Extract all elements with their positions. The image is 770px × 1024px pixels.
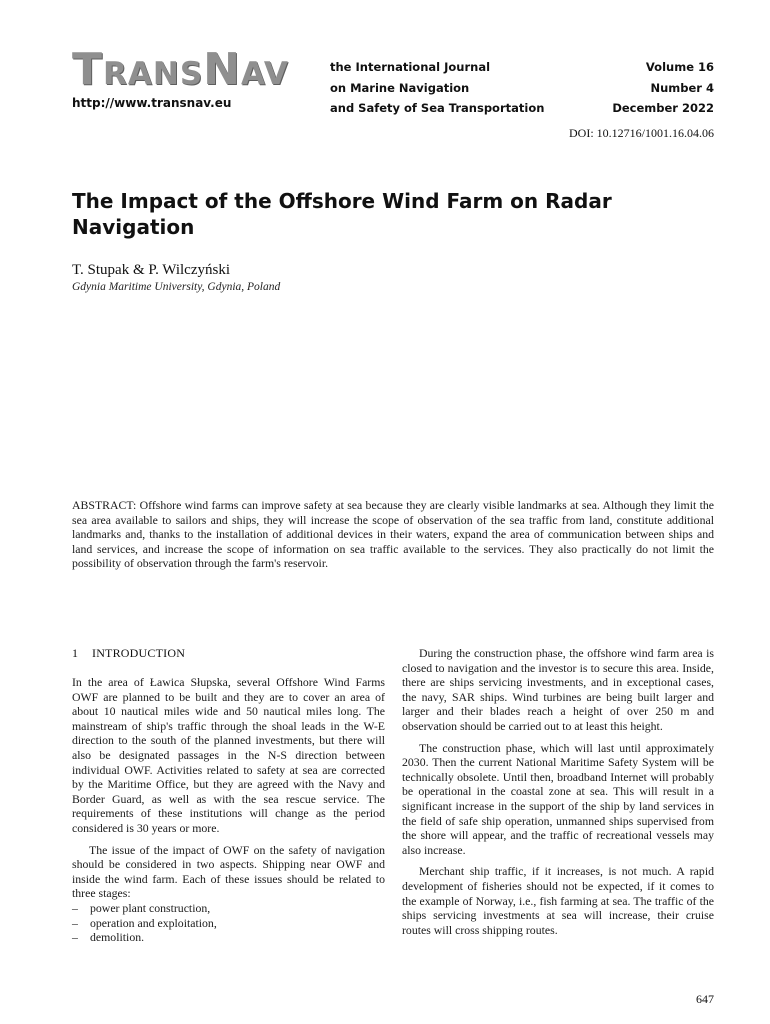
abstract: ABSTRACT: Offshore wind farms can improve safety at sea because they are clearly visible landmarks at sea. Although they limit the sea area available to sailors and ships, they will increase the scope of observation of the sea traffic from land, constitute additional landmarks and, thanks to the installation of additional devices in their waters, expand the area of communication between ships and land services, and increase the scope of information on sea traffic available to the services. They also practically do not limit the possibility of observation through the farm's reservoir. — [72, 498, 714, 571]
page-number: 647 — [696, 992, 714, 1006]
number-label: Number 4 — [650, 80, 714, 95]
journal-line-1: the International Journal — [330, 60, 491, 74]
volume-label: Volume 16 — [645, 60, 714, 74]
journal-logo: TRANSNAV — [72, 44, 289, 95]
section-heading — [72, 646, 185, 661]
paragraph: During the construction phase, the offshore wind farm area is closed to navigation and the investor is to secure this area. Inside, there are ships servicing investments, and in exceptional cases, the navy, SAR ships. Wind turbines are being built larger and larger and their blades reach a height of over 250 m and observation should be carried out to at least this height. — [402, 646, 714, 733]
left-column — [72, 675, 385, 945]
issue-date: December 2022 — [612, 101, 714, 115]
journal-url[interactable]: http://www.transnav.eu — [72, 96, 232, 110]
list-item: – demolition. — [72, 930, 385, 945]
doi: DOI: 10.12716/1001.16.04.06 — [569, 126, 714, 140]
journal-name — [330, 57, 544, 119]
list-item: – operation and exploitation, — [72, 916, 385, 931]
right-column — [402, 646, 714, 937]
paragraph: In the area of Ławica Słupska, several Offshore Wind Farms OWF are planned to be built and they are to cover an area of about 10 nautical miles wide and 50 nautical miles long. The mainstream of ship's traffic through the shoal leads in the W-E direction to the south of the planned investments, but there will also be designated passages in the N-S direction between individual OWF. Activities related to safety at sea are corrected by the Maritime Office, but they are agreed with the Navy and Border Guard, as well as with the sea rescue service. The requirements of these institutions will change as the period considered is 30 years or more. — [72, 675, 385, 835]
authors: T. Stupak & P. Wilczyński — [72, 262, 231, 278]
journal-line-2: on Marine Navigation — [330, 80, 470, 95]
issue-info — [612, 57, 714, 119]
paragraph: Merchant ship traffic, if it increases, is not much. A rapid development of fisheries should not be expected, if it comes to the example of Norway, i.e., fish farming at sea. The traffic of the ships servicing investments at sea will increase, their cruise routes will cross shipping routes. — [402, 864, 714, 937]
journal-line-3: and Safety of Sea Transportation — [330, 101, 545, 115]
stages-list — [72, 901, 385, 945]
paragraph: The construction phase, which will last until approximately 2030. Then the current National Maritime Safety System will be technically obsolete. Until then, broadband Internet will probably be operational in the coastal zone at sea. This will result in a significant increase in the support of the ship by land services in the field of safe ship operation, unmanned ships supervised from the shore will appear, and the traffic of recreational vessels may also increase. — [402, 740, 714, 857]
list-item: – power plant construction, — [72, 901, 385, 916]
section-number: 1 — [72, 646, 79, 660]
article-title: The Impact of the Offshore Wind Farm on Radar Navigation — [72, 189, 612, 239]
section-title: INTRODUCTION — [92, 646, 186, 660]
paragraph: The issue of the impact of OWF on the safety of navigation should be considered in two aspects. Shipping near OWF and inside the wind farm. Each of these issues should be related to three stages: — [72, 842, 385, 901]
affiliation: Gdynia Maritime University, Gdynia, Poland — [72, 281, 281, 293]
